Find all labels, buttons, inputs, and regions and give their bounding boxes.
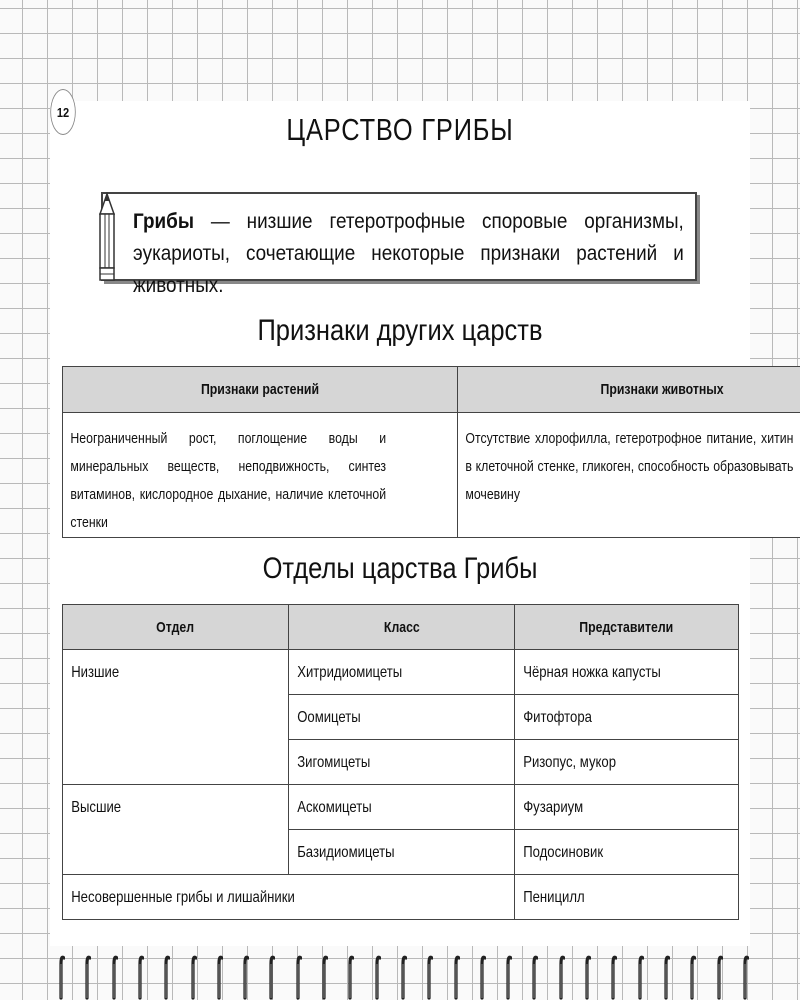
spiral-ring-icon — [162, 952, 170, 1000]
spiral-ring-icon — [346, 952, 354, 1000]
division-cell: Высшие — [63, 785, 289, 875]
spiral-ring-icon — [320, 952, 328, 1000]
spiral-ring-icon — [530, 952, 538, 1000]
spiral-ring-icon — [373, 952, 381, 1000]
class-cell: Хитридиомицеты — [289, 650, 515, 695]
header-class: Класс — [289, 605, 515, 650]
class-cell: Оомицеты — [289, 695, 515, 740]
header-animals: Признаки животных — [458, 367, 800, 413]
spiral-ring-icon — [557, 952, 565, 1000]
animals-signs-cell: Отсутствие хлорофилла, гетеротрофное питание, хитин в клеточной стенке, гликоген, способность образовывать мочевину — [458, 413, 800, 538]
spiral-ring-icon — [688, 952, 696, 1000]
spiral-ring-icon — [189, 952, 197, 1000]
class-cell: Базидиомицеты — [289, 830, 515, 875]
class-cell: Аскомицеты — [289, 785, 515, 830]
plants-signs-cell: Неограниченный рост, поглощение воды и минеральных веществ, неподвижность, синтез витаминов, кислородное дыхание, наличие клеточной стенки — [63, 413, 458, 538]
spiral-ring-icon — [504, 952, 512, 1000]
imperfect-division-cell: Несовершенные грибы и лишайники — [63, 875, 515, 920]
table-row — [63, 875, 739, 920]
division-cell: Низшие — [63, 650, 289, 785]
representatives-cell: Чёрная ножка капусты — [515, 650, 739, 695]
spiral-ring-icon — [294, 952, 302, 1000]
representatives-cell: Ризопус, мукор — [515, 740, 739, 785]
definition-text — [133, 206, 684, 302]
table-header-row — [63, 605, 739, 650]
header-plants: Признаки растений — [63, 367, 458, 413]
page-number: 12 — [50, 89, 76, 135]
representatives-cell: Подосиновик — [515, 830, 739, 875]
signs-table — [62, 366, 800, 538]
definition-body: — низшие гетеротрофные споровые организмы, эукариоты, сочетающие некоторые признаки растений и животных. — [133, 210, 684, 297]
representatives-cell: Пеницилл — [515, 875, 739, 920]
spiral-ring-icon — [741, 952, 749, 1000]
spiral-ring-icon — [583, 952, 591, 1000]
spiral-ring-icon — [136, 952, 144, 1000]
spiral-ring-icon — [425, 952, 433, 1000]
spiral-ring-icon — [399, 952, 407, 1000]
table-row — [63, 650, 739, 695]
definition-term: Грибы — [133, 210, 194, 233]
spiral-ring-icon — [83, 952, 91, 1000]
page-title: ЦАРСТВО ГРИБЫ — [286, 112, 514, 147]
spiral-ring-icon — [215, 952, 223, 1000]
class-cell: Зигомицеты — [289, 740, 515, 785]
signs-heading: Признаки других царств — [257, 314, 543, 347]
representatives-cell: Фузариум — [515, 785, 739, 830]
spiral-ring-icon — [478, 952, 486, 1000]
header-division: Отдел — [63, 605, 289, 650]
spiral-ring-icon — [57, 952, 65, 1000]
spiral-ring-icon — [609, 952, 617, 1000]
spiral-ring-icon — [715, 952, 723, 1000]
spiral-ring-icon — [636, 952, 644, 1000]
divisions-table — [62, 604, 739, 920]
spiral-ring-icon — [110, 952, 118, 1000]
spiral-ring-icon — [452, 952, 460, 1000]
spiral-ring-icon — [662, 952, 670, 1000]
spiral-ring-icon — [267, 952, 275, 1000]
table-row — [63, 413, 800, 538]
divisions-heading: Отделы царства Грибы — [262, 552, 538, 585]
table-header-row — [63, 367, 800, 413]
header-representatives: Представители — [515, 605, 739, 650]
table-row — [63, 785, 739, 830]
spiral-ring-icon — [241, 952, 249, 1000]
representatives-cell: Фитофтора — [515, 695, 739, 740]
pencil-icon — [96, 192, 118, 284]
